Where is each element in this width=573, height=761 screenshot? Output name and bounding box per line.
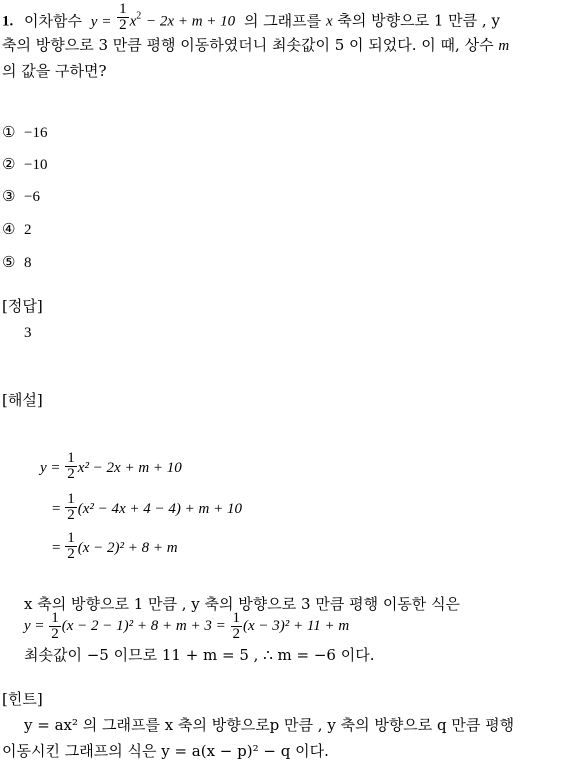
choice-2[interactable]	[2, 155, 47, 174]
explanation-eq-2	[52, 491, 242, 525]
problem-line-3	[2, 60, 107, 81]
problem-eq-y: y =	[90, 13, 112, 30]
hint-line-2: 이동시킨 그래프의 식은 y = a(x − p)² − q 이다.	[2, 742, 329, 760]
choice-value: −16	[24, 125, 48, 141]
fraction-denominator: 2	[232, 626, 240, 642]
text2-fraction-1	[49, 611, 61, 642]
explanation-text-2	[24, 611, 349, 642]
eq2-rhs: (x² − 4x + 4 − 4) + m + 10	[77, 500, 242, 517]
choice-mark: ③	[2, 187, 16, 205]
problem-line-2	[2, 34, 509, 55]
problem-eq-x: x	[129, 13, 137, 30]
fraction-numerator: 1	[67, 450, 75, 466]
choice-5[interactable]	[2, 253, 32, 272]
eq3-rhs: (x − 2)² + 8 + m	[77, 539, 178, 556]
choice-4[interactable]	[2, 220, 32, 239]
problem-eq-exp: 2	[136, 10, 142, 22]
eq2-lhs: =	[52, 500, 61, 517]
problem-text-intro: 이차함수	[24, 11, 82, 30]
problem-var-x: x	[325, 13, 333, 30]
choice-mark: ②	[2, 155, 16, 173]
fraction-numerator: 1	[67, 530, 75, 546]
eq3-lhs: =	[52, 539, 61, 556]
choice-mark: ④	[2, 220, 16, 238]
fraction-denominator: 2	[119, 17, 127, 33]
problem-eq-rest: − 2x + m + 10	[146, 13, 236, 30]
explanation-text-1: x 축의 방향으로 1 만큼 , y 축의 방향으로 3 만큼 평행 이동한 식은	[24, 595, 461, 613]
choice-value: −10	[24, 157, 48, 173]
answer-label: [정답]	[2, 297, 43, 315]
problem-number: 1.	[2, 13, 14, 30]
problem-text-shift: 축의 방향으로 1 만큼 , y	[337, 11, 500, 30]
text2-lhs: y =	[24, 617, 45, 634]
answer-value: 3	[24, 325, 32, 341]
problem-text-line3: 의 값을 구하면?	[2, 62, 107, 80]
fraction-numerator: 1	[119, 1, 127, 17]
eq2-fraction	[65, 492, 77, 523]
text2-fraction-2	[231, 611, 243, 642]
choice-value: −6	[24, 189, 40, 205]
hint-label: [힌트]	[2, 690, 43, 708]
explanation-eq-3	[52, 530, 178, 564]
eq1-fraction	[65, 451, 77, 482]
explanation-text-3: 최솟값이 −5 이므로 11 + m = 5 , ∴ m = −6 이다.	[24, 646, 375, 664]
explanation-label: [해설]	[2, 391, 43, 409]
choice-mark: ⑤	[2, 253, 16, 271]
choice-mark: ①	[2, 123, 16, 141]
fraction-denominator: 2	[51, 626, 59, 642]
fraction-numerator: 1	[51, 610, 59, 626]
eq1-rhs: x² − 2x + m + 10	[77, 459, 182, 476]
fraction-numerator: 1	[67, 491, 75, 507]
problem-text-line2: 축의 방향으로 3 만큼 평행 이동하였더니 최솟값이 5 이 되었다. 이 때, 상수	[2, 36, 494, 54]
choice-value: 8	[24, 255, 32, 271]
problem-fraction	[117, 2, 129, 33]
choice-3[interactable]	[2, 187, 40, 206]
problem-line-1	[2, 1, 500, 37]
explanation-eq-1	[40, 450, 182, 484]
problem-text-graph: 의 그래프를	[243, 11, 322, 30]
hint-line-1: y = ax² 의 그래프를 x 축의 방향으로p 만큼 , y 축의 방향으로 q 만큼 평행	[24, 716, 515, 734]
text2-middle: (x − 2 − 1)² + 8 + m + 3 =	[61, 617, 226, 634]
fraction-denominator: 2	[67, 546, 75, 562]
choice-1[interactable]	[2, 123, 47, 142]
eq1-lhs: y =	[40, 459, 61, 476]
problem-var-m: m	[498, 38, 510, 54]
fraction-numerator: 1	[232, 610, 240, 626]
fraction-denominator: 2	[67, 507, 75, 523]
choice-value: 2	[24, 222, 32, 238]
fraction-denominator: 2	[67, 466, 75, 482]
text2-rhs: (x − 3)² + 11 + m	[243, 617, 350, 634]
eq3-fraction	[65, 531, 77, 562]
